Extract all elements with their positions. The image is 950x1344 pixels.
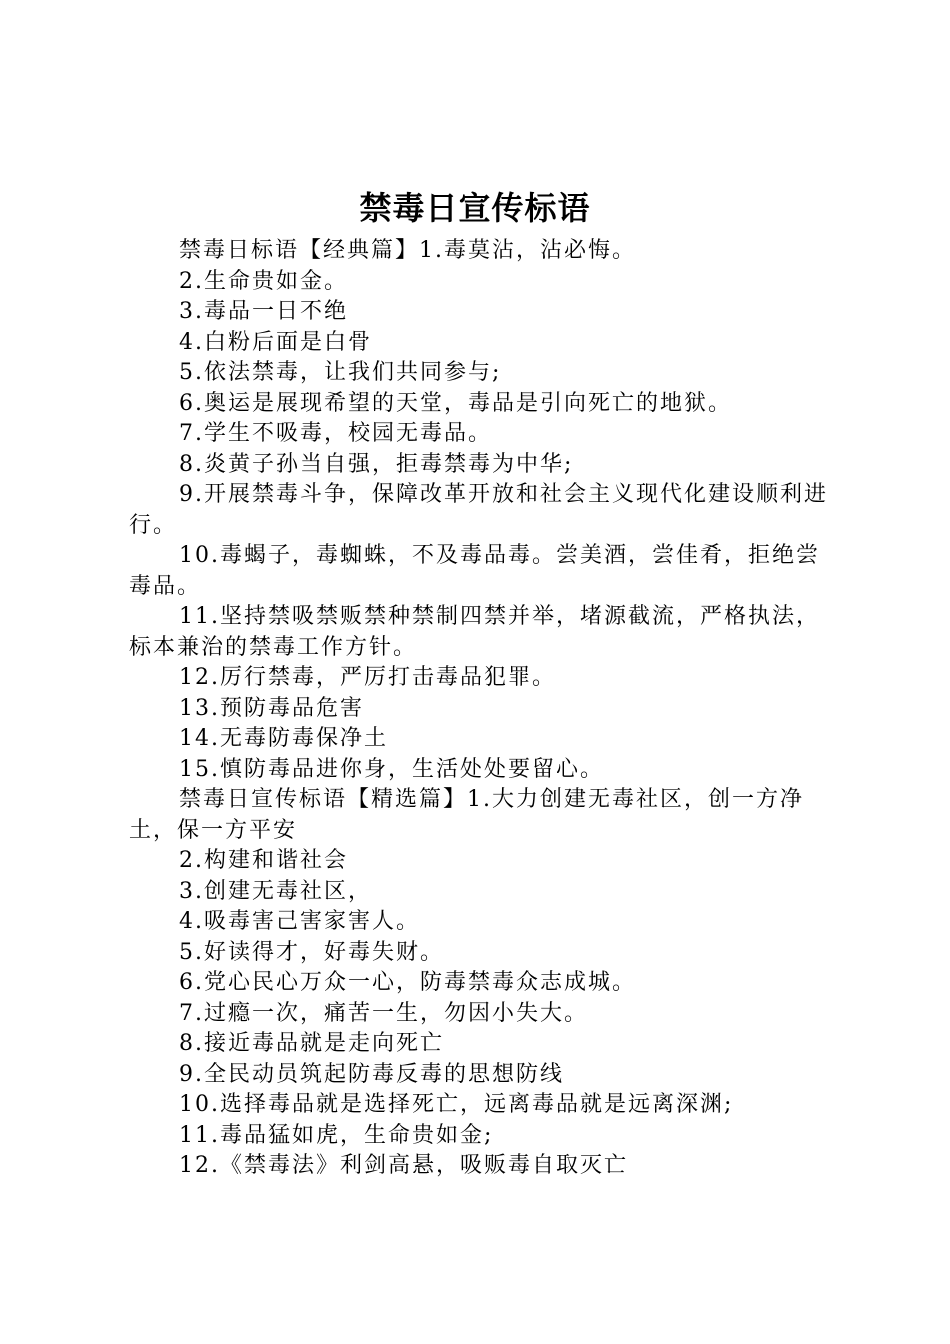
slogan-paragraph: 9.开展禁毒斗争，保障改革开放和社会主义现代化建设顺利进行。 (129, 482, 828, 538)
slogan-paragraph: 15.慎防毒品进你身，生活处处要留心。 (179, 756, 604, 782)
slogan-paragraph: 5.好读得才，好毒失财。 (179, 939, 444, 965)
slogan-paragraph: 12.厉行禁毒，严厉打击毒品犯罪。 (179, 665, 556, 690)
slogan-paragraph: 11.坚持禁吸禁贩禁种禁制四禁并举，堵源截流，严格执法，标本兼治的禁毒工作方针。 (129, 604, 820, 660)
slogan-paragraph: 13.预防毒品危害 (179, 695, 364, 721)
slogan-paragraph: 3.创建无毒社区， (179, 878, 372, 904)
slogan-paragraph: 9.全民动员筑起防毒反毒的思想防线 (179, 1061, 564, 1087)
slogan-paragraph: 14.无毒防毒保净土 (179, 726, 388, 751)
slogan-paragraph: 12.《禁毒法》利剑高悬，吸贩毒自取灭亡 (179, 1153, 628, 1178)
document-body (129, 236, 834, 1182)
slogan-paragraph: 2.构建和谐社会 (179, 848, 348, 873)
slogan-paragraph: 8.炎黄子孙当自强，拒毒禁毒为中华; (179, 451, 574, 477)
slogan-paragraph: 8.接近毒品就是走向死亡 (179, 1031, 444, 1056)
slogan-paragraph: 6.党心民心万众一心，防毒禁毒众志成城。 (179, 970, 636, 995)
slogan-paragraph: 禁毒日宣传标语【精选篇】1.大力创建无毒社区，创一方净土，保一方平安 (129, 787, 804, 843)
slogan-paragraph: 禁毒日标语【经典篇】1.毒莫沾，沾必悔。 (179, 238, 636, 263)
slogan-paragraph: 7.学生不吸毒，校园无毒品。 (179, 421, 492, 446)
slogan-paragraph: 7.过瘾一次，痛苦一生，勿因小失大。 (179, 1000, 588, 1026)
document-title: 禁毒日宣传标语 (359, 189, 591, 227)
slogan-paragraph: 11.毒品猛如虎，生命贵如金; (179, 1122, 494, 1148)
slogan-paragraph: 3.毒品一日不绝 (179, 299, 348, 324)
slogan-paragraph: 10.选择毒品就是选择死亡，远离毒品就是远离深渊; (179, 1092, 734, 1117)
slogan-paragraph: 4.吸毒害己害家害人。 (179, 909, 420, 934)
slogan-paragraph: 10.毒蝎子，毒蜘蛛，不及毒品毒。尝美酒，尝佳肴，拒绝尝毒品。 (129, 543, 820, 599)
slogan-paragraph: 5.依法禁毒，让我们共同参与; (179, 360, 502, 385)
slogan-paragraph: 6.奥运是展现希望的天堂，毒品是引向死亡的地狱。 (179, 390, 732, 416)
slogan-paragraph: 4.白粉后面是白骨 (179, 329, 372, 355)
slogan-paragraph: 2.生命贵如金。 (179, 268, 348, 294)
